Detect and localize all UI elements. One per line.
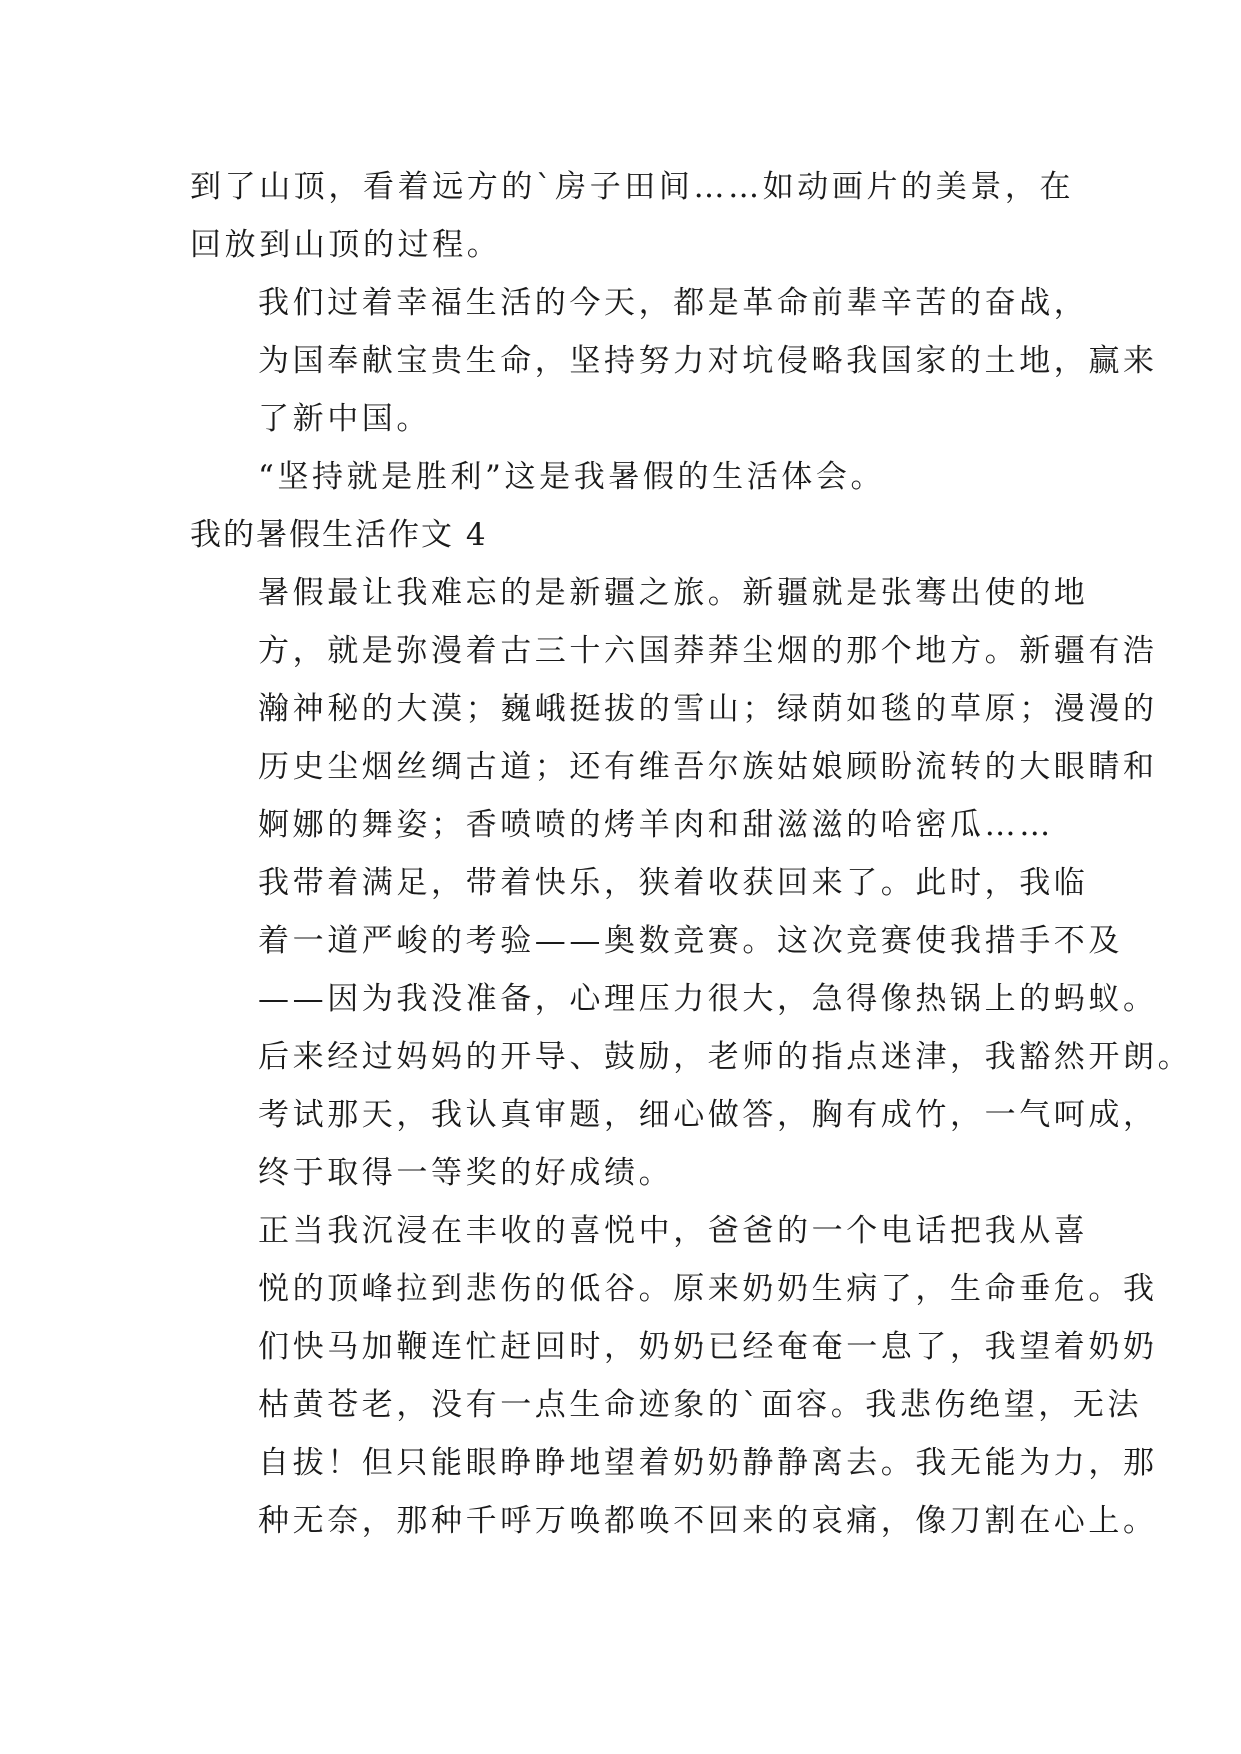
- paragraph: [190, 274, 1158, 448]
- text-line: 为国奉献宝贵生命，坚持努力对坑侵略我国家的土地，赢来: [258, 343, 1158, 379]
- text-line: 方，就是弥漫着古三十六国莽莽尘烟的那个地方。新疆有浩: [258, 633, 1158, 669]
- text-line: 历史尘烟丝绸古道；还有维吾尔族姑娘顾盼流转的大眼睛和: [258, 749, 1158, 785]
- text-line: 终于取得一等奖的好成绩。: [258, 1155, 674, 1191]
- text-line: 悦的顶峰拉到悲伤的低谷。原来奶奶生病了，生命垂危。我: [258, 1271, 1158, 1307]
- paragraph: [190, 854, 1193, 1202]
- essay-text: [190, 158, 1193, 1550]
- text-line: 枯黄苍老，没有一点生命迹象的`面容。我悲伤绝望，无法: [258, 1387, 1143, 1423]
- text-line: 正当我沉浸在丰收的喜悦中，爸爸的一个电话把我从喜: [258, 1213, 1089, 1249]
- text-line: 考试那天，我认真审题，细心做答，胸有成竹，一气呵成，: [258, 1097, 1158, 1133]
- text-line: ——因为我没准备，心理压力很大，急得像热锅上的蚂蚁。: [258, 981, 1158, 1017]
- text-line: 了新中国。: [258, 401, 431, 437]
- text-line: 自拔！但只能眼睁睁地望着奶奶静静离去。我无能为力，那: [258, 1445, 1158, 1481]
- text-line: “坚持就是胜利”这是我暑假的生活体会。: [258, 459, 886, 495]
- text-line: 着一道严峻的考验——奥数竞赛。这次竞赛使我措手不及: [258, 923, 1123, 959]
- text-line: 们快马加鞭连忙赶回时，奶奶已经奄奄一息了，我望着奶奶: [258, 1329, 1158, 1365]
- paragraph: [190, 1202, 1158, 1550]
- text-line: 瀚神秘的大漠；巍峨挺拔的雪山；绿荫如毯的草原；漫漫的: [258, 691, 1158, 727]
- text-line: 我们过着幸福生活的今天，都是革命前辈辛苦的奋战，: [258, 285, 1089, 321]
- text-line: 回放到山顶的过程。: [190, 227, 502, 263]
- paragraph: [190, 564, 1158, 854]
- text-line: 我带着满足，带着快乐，狭着收获回来了。此时，我临: [258, 865, 1089, 901]
- text-line: 到了山顶，看着远方的`房子田间……如动画片的美景，在: [190, 169, 1075, 205]
- section-heading: [190, 506, 1070, 564]
- text-line: 种无奈，那种千呼万唤都唤不回来的哀痛，像刀割在心上。: [258, 1503, 1158, 1539]
- text-line: 后来经过妈妈的开导、鼓励，老师的指点迷津，我豁然开朗。: [258, 1039, 1193, 1075]
- text-line: 暑假最让我难忘的是新疆之旅。新疆就是张骞出使的地: [258, 575, 1089, 611]
- paragraph: [190, 158, 1075, 274]
- paragraph: [190, 448, 1070, 506]
- heading-text: 我的暑假生活作文 4: [190, 517, 488, 553]
- text-line: 婀娜的舞姿；香喷喷的烤羊肉和甜滋滋的哈密瓜……: [258, 807, 1054, 843]
